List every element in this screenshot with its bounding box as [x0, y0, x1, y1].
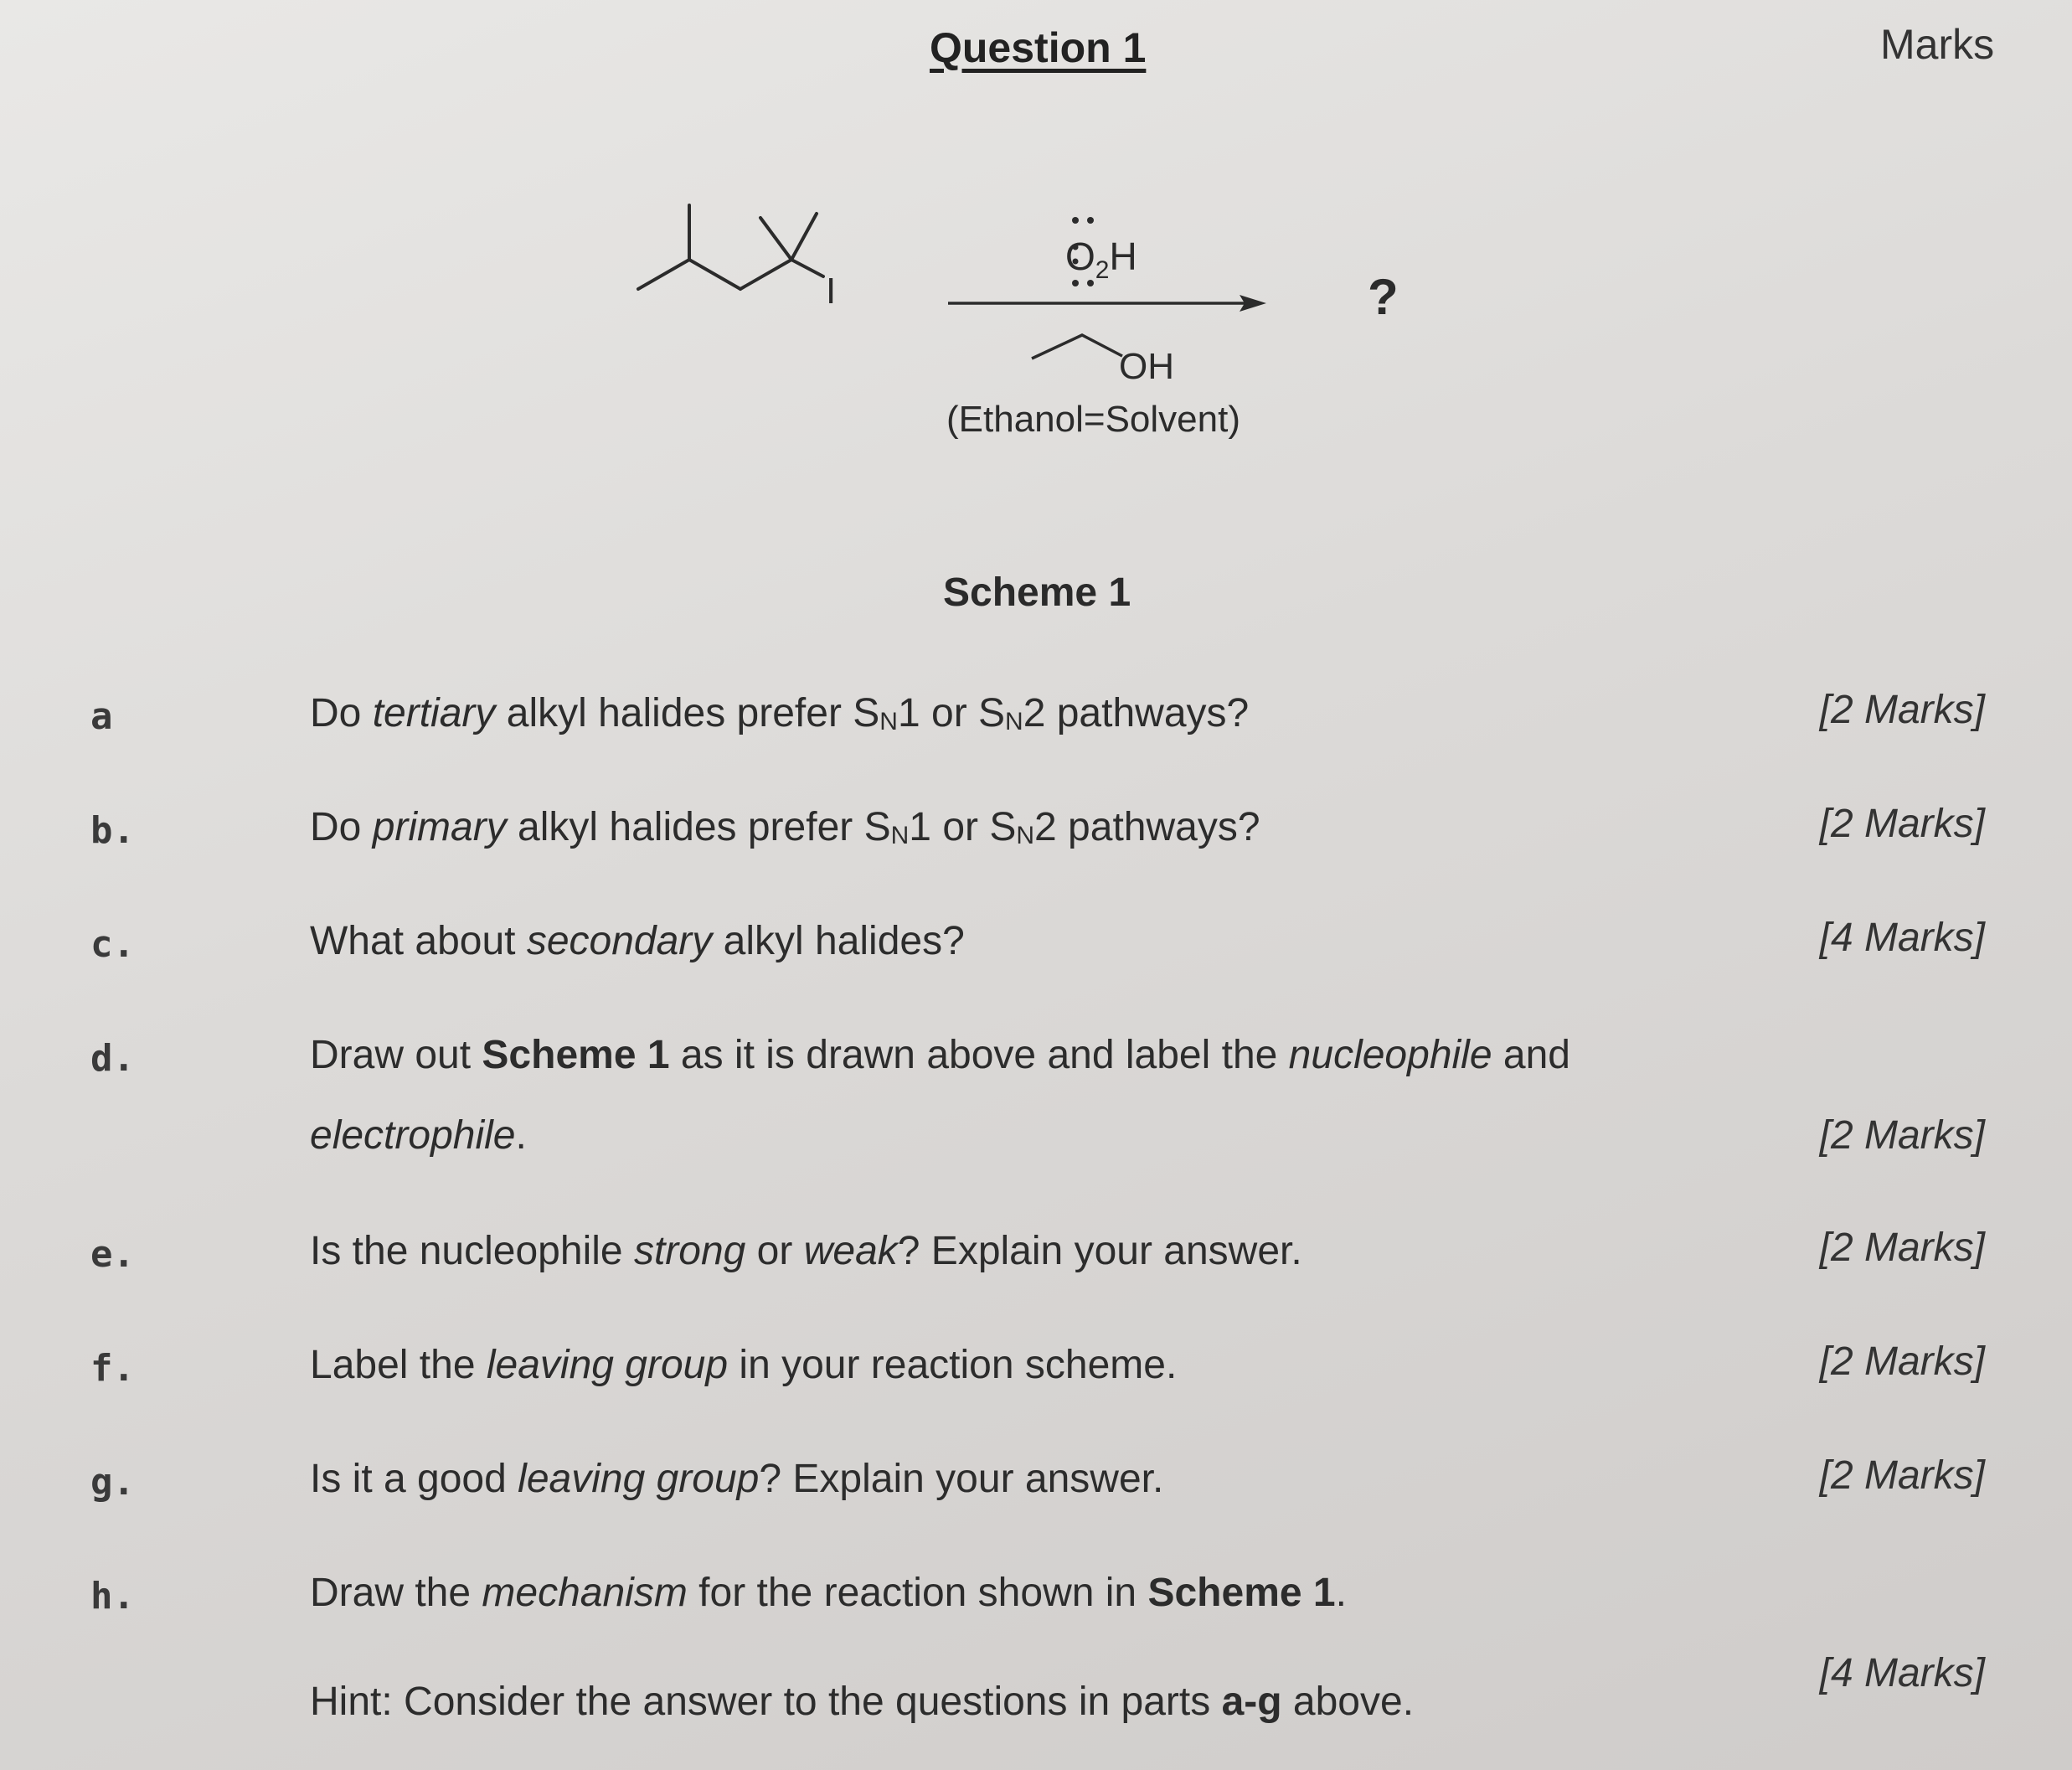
question-row-g [0, 1453, 2072, 1520]
solvent-note: (Ethanol=Solvent) [946, 399, 1240, 440]
question-marks: [2 Marks] [1819, 1226, 1985, 1270]
question-text: Draw the mechanism for the reaction shown in Scheme 1. [310, 1571, 1347, 1615]
scheme-label: Scheme 1 [943, 570, 1131, 615]
substrate-skeletal-structure [638, 205, 823, 289]
question-text: Do primary alkyl halides prefer SN1 or SN2 pathways? [310, 805, 1260, 849]
question-text: Label the leaving group in your reaction scheme. [310, 1343, 1178, 1387]
question-row-b [0, 801, 2072, 868]
question-text: Do tertiary alkyl halides prefer SN1 or SN2 pathways? [310, 691, 1250, 735]
reagent-hydrogen: H [1109, 235, 1137, 278]
question-row-e [0, 1225, 2072, 1292]
ethanol-oh-label: OH [1119, 346, 1174, 387]
question-marks: [2 Marks] [1819, 1113, 1985, 1158]
product-unknown: ? [1368, 269, 1399, 325]
question-marks: [2 Marks] [1819, 802, 1985, 846]
question-letter: f. [90, 1347, 135, 1390]
question-marks: [2 Marks] [1819, 1453, 1985, 1498]
leaving-atom-label: I [826, 271, 837, 312]
question-text: Is the nucleophile strong or weak? Explain your answer. [310, 1229, 1302, 1273]
question-text-line-1: Draw out Scheme 1 as it is drawn above and label the nucleophile and [310, 1033, 1570, 1077]
marks-column-header: Marks [1880, 21, 1995, 68]
reaction-scheme [0, 0, 2072, 469]
question-row-d [0, 1029, 2072, 1179]
svg-text:O2H [1065, 235, 1137, 284]
question-letter: h. [90, 1575, 135, 1618]
question-row-a [0, 687, 2072, 754]
reagent-oxygen: O [1065, 235, 1095, 278]
question-letter: b. [90, 809, 135, 852]
question-letter: a [90, 695, 113, 738]
question-letter: e. [90, 1233, 135, 1276]
reaction-arrow [948, 295, 1266, 312]
question-row-f [0, 1339, 2072, 1406]
question-hint: Hint: Consider the answer to the questions in parts a-g above. [310, 1680, 1415, 1724]
question-marks: [4 Marks] [1819, 1651, 1985, 1695]
question-text-line-2: electrophile. [310, 1113, 527, 1158]
question-row-h [0, 1566, 2072, 1734]
question-letter: c. [90, 923, 135, 966]
reagent-subscript: 2 [1095, 256, 1110, 284]
question-marks: [2 Marks] [1819, 1339, 1985, 1384]
question-letter: g. [90, 1461, 135, 1504]
question-text: Is it a good leaving group? Explain your answer. [310, 1457, 1164, 1501]
ethanol-structure [1032, 335, 1174, 387]
question-marks: [4 Marks] [1819, 916, 1985, 960]
question-letter: d. [90, 1037, 135, 1080]
question-marks: [2 Marks] [1819, 688, 1985, 732]
question-title: Question 1 [930, 24, 1147, 71]
nucleophile-reagent [1065, 217, 1137, 286]
question-text: What about secondary alkyl halides? [310, 919, 965, 963]
question-row-c [0, 915, 2072, 982]
